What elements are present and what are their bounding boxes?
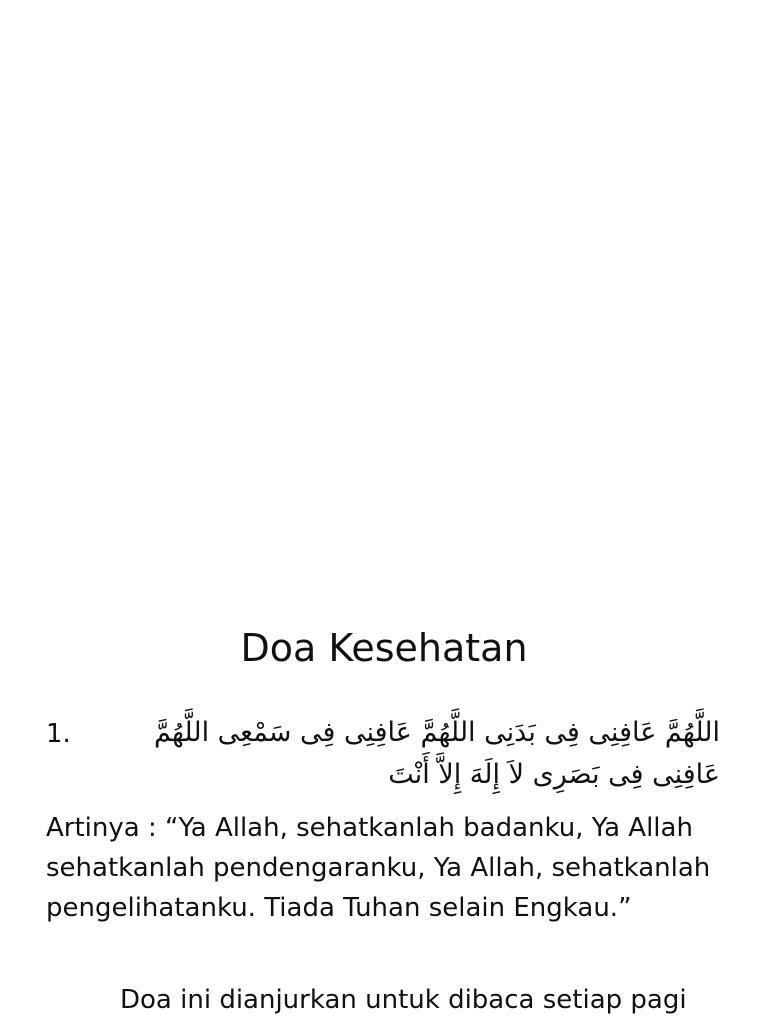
translation-text: Artinya : “Ya Allah, sehatkanlah badanku, Ya Allah sehatkanlah pendengaranku, Ya Allah, sehatkanlah pengelihatanku. Tiada Tuhan selain Engkau.”	[46, 813, 711, 923]
arabic-prayer-text: اللَّهُمَّ عَافِنِى فِى بَدَنِى اللَّهُمَّ عَافِنِى فِى سَمْعِى اللَّهُمَّ عَافِنِى فِى بَصَرِى لاَ إِلَهَ إِلاَّ أَنْتَ	[154, 717, 720, 790]
item-number: 1.	[46, 719, 71, 749]
recommendation-note: Doa ini dianjurkan untuk dibaca setiap pagi	[120, 985, 687, 1015]
prayer-item	[46, 712, 720, 802]
slide-title: Doa Kesehatan	[240, 626, 528, 670]
